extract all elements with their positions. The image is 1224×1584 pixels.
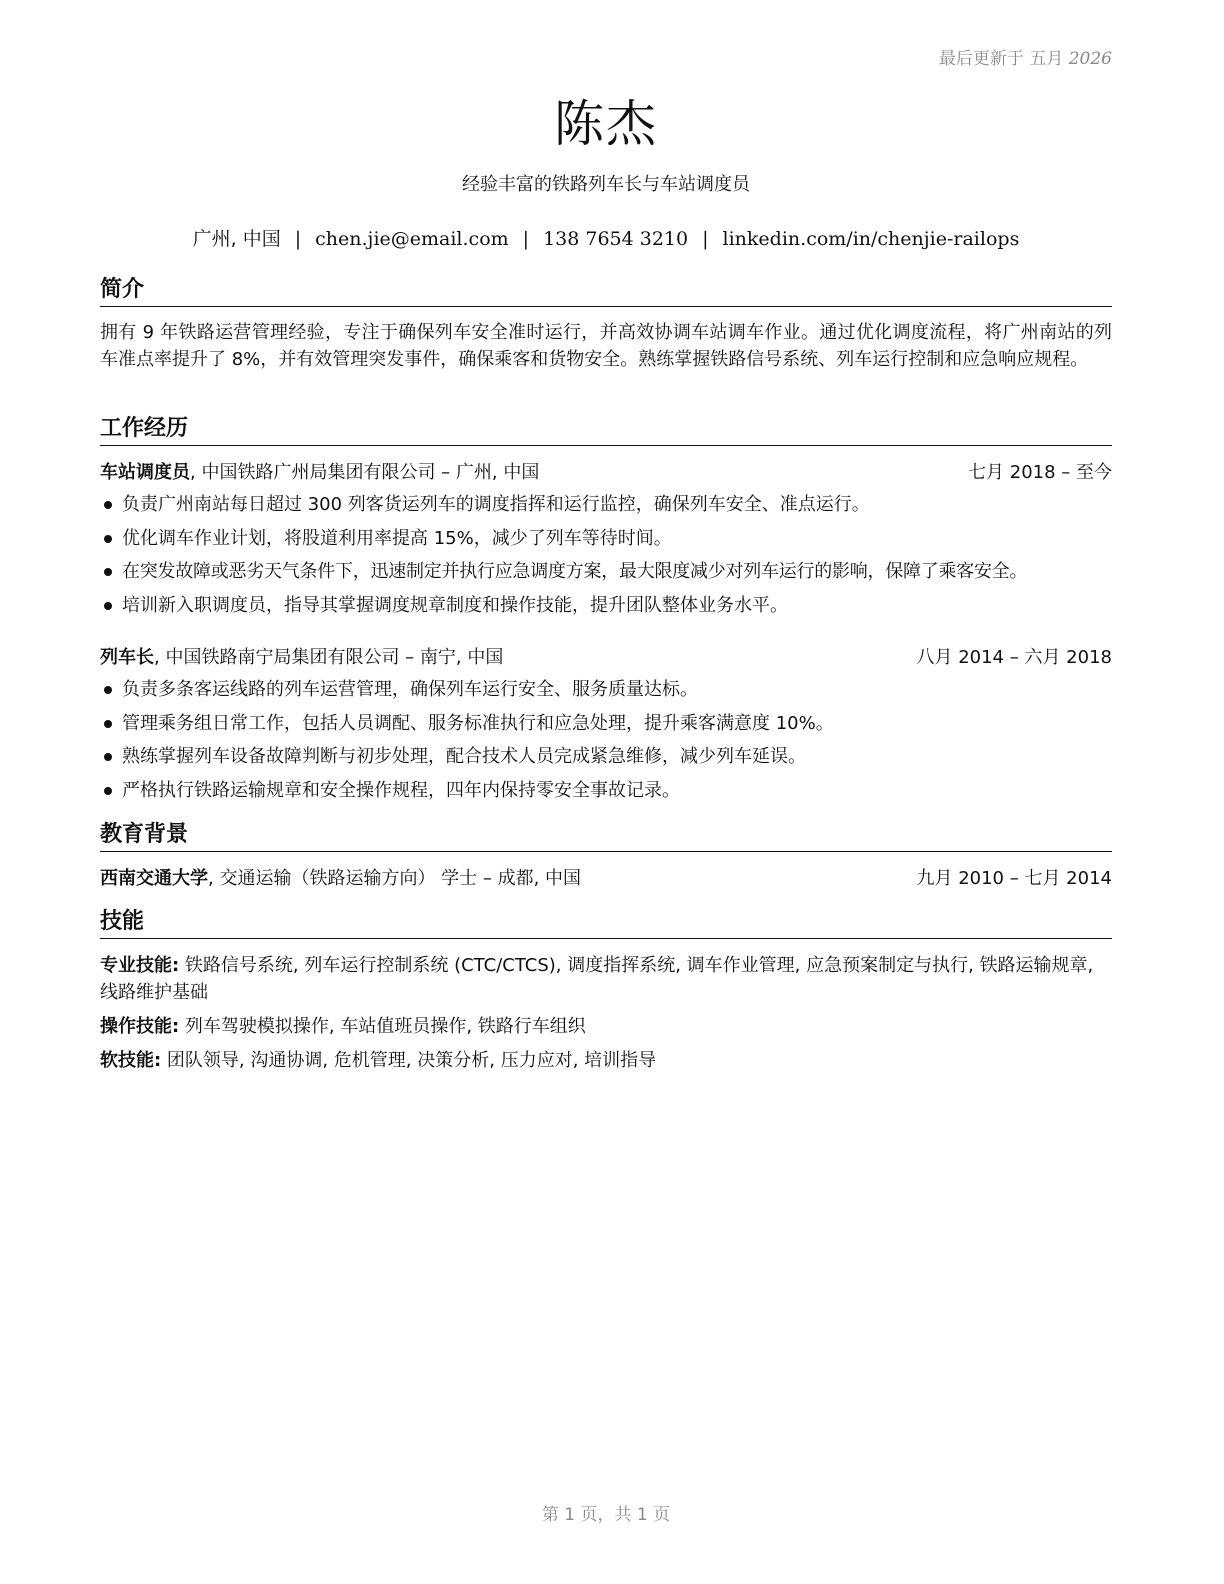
bullet-item: 严格执行铁路运输规章和安全操作规程，四年内保持零安全事故记录。 [100, 774, 1112, 808]
skill-value: 团队领导, 沟通协调, 危机管理, 决策分析, 压力应对, 培训指导 [161, 1050, 657, 1071]
bullet-item: 负责多条客运线路的列车运营管理，确保列车运行安全、服务质量达标。 [100, 673, 1112, 707]
summary-text: 拥有 9 年铁路运营管理经验，专注于确保列车安全准时运行，并高效协调车站调车作业。通过优化调度流程，将广州南站的列车准点率提升了 8%，并有效管理突发事件，确保乘客和货物安全。熟练掌握铁路信号系统、列车运行控制和应急响应规程。 [100, 322, 1112, 370]
job-date: 八月 2014 – 六月 2018 [916, 647, 1112, 668]
bullet-item: 负责广州南站每日超过 300 列客货运列车的调度指挥和运行监控，确保列车安全、准点运行。 [100, 488, 1112, 522]
section-title-education: 教育背景 [100, 821, 1112, 852]
skill-line-operational [100, 1014, 1112, 1041]
job-date: 七月 2018 – 至今 [968, 462, 1112, 483]
skill-value: 铁路信号系统, 列车运行控制系统 (CTC/CTCS), 调度指挥系统, 调车作业管理, 应急预案制定与执行, 铁路运输规章, 线路维护基础 [100, 955, 1094, 1003]
job-org: , 中国铁路南宁局集团有限公司 – 南宁, 中国 [154, 647, 504, 668]
contact-separator: | [294, 228, 302, 250]
bullet-item: 熟练掌握列车设备故障判断与初步处理，配合技术人员完成紧急维修，减少列车延误。 [100, 740, 1112, 774]
contact-separator: | [702, 228, 709, 250]
bullet-item: 在突发故障或恶劣天气条件下，迅速制定并执行应急调度方案，最大限度减少对列车运行的影响，保障了乘客安全。 [100, 555, 1112, 589]
education-entry [100, 866, 1112, 892]
contact-location: 广州, 中国 [192, 228, 281, 250]
last-updated-year: 2026 [1068, 49, 1112, 69]
contact-phone: 138 7654 3210 [543, 228, 689, 250]
bullet-item: 管理乘务组日常工作，包括人员调配、服务标准执行和应急处理，提升乘客满意度 10%。 [100, 707, 1112, 741]
job-org: , 中国铁路广州局集团有限公司 – 广州, 中国 [190, 462, 540, 483]
page-footer: 第 1 页，共 1 页 [541, 1505, 671, 1525]
skill-label: 操作技能: [100, 1016, 180, 1037]
skill-line-professional [100, 953, 1112, 1006]
skill-line-soft [100, 1048, 1112, 1075]
skill-label: 软技能: [100, 1050, 162, 1071]
skill-value: 列车驾驶模拟操作, 车站值班员操作, 铁路行车组织 [179, 1016, 586, 1037]
job-bullets [100, 673, 1112, 807]
section-title-summary: 简介 [100, 276, 1112, 307]
contact-email[interactable]: chen.jie@email.com [315, 228, 509, 250]
experience-entry-header [100, 645, 1112, 671]
last-updated-label: 最后更新于 五月 [938, 49, 1064, 69]
job-bullets [100, 488, 1112, 622]
section-title-experience: 工作经历 [100, 415, 1112, 446]
last-updated [939, 44, 1112, 69]
bullet-item: 优化调车作业计划，将股道利用率提高 15%，减少了列车等待时间。 [100, 522, 1112, 556]
job-role: 车站调度员 [100, 462, 190, 483]
section-title-skills: 技能 [100, 908, 1112, 939]
headline: 经验丰富的铁路列车长与车站调度员 [462, 174, 750, 195]
skill-label: 专业技能: [100, 955, 180, 976]
education-date: 九月 2010 – 七月 2014 [916, 868, 1112, 889]
contact-linkedin[interactable]: linkedin.com/in/chenjie-railops [722, 228, 1020, 250]
contact-line [100, 224, 1112, 251]
school-name: 西南交通大学 [100, 868, 208, 889]
candidate-name: 陈杰 [554, 95, 658, 153]
degree-detail: , 交通运输（铁路运输方向） 学士 – 成都, 中国 [208, 868, 582, 889]
bullet-item: 培训新入职调度员，指导其掌握调度规章制度和操作技能，提升团队整体业务水平。 [100, 589, 1112, 623]
job-role: 列车长 [100, 647, 154, 668]
experience-entry-header [100, 460, 1112, 486]
contact-separator: | [522, 228, 530, 250]
resume-page [100, 0, 1112, 1584]
